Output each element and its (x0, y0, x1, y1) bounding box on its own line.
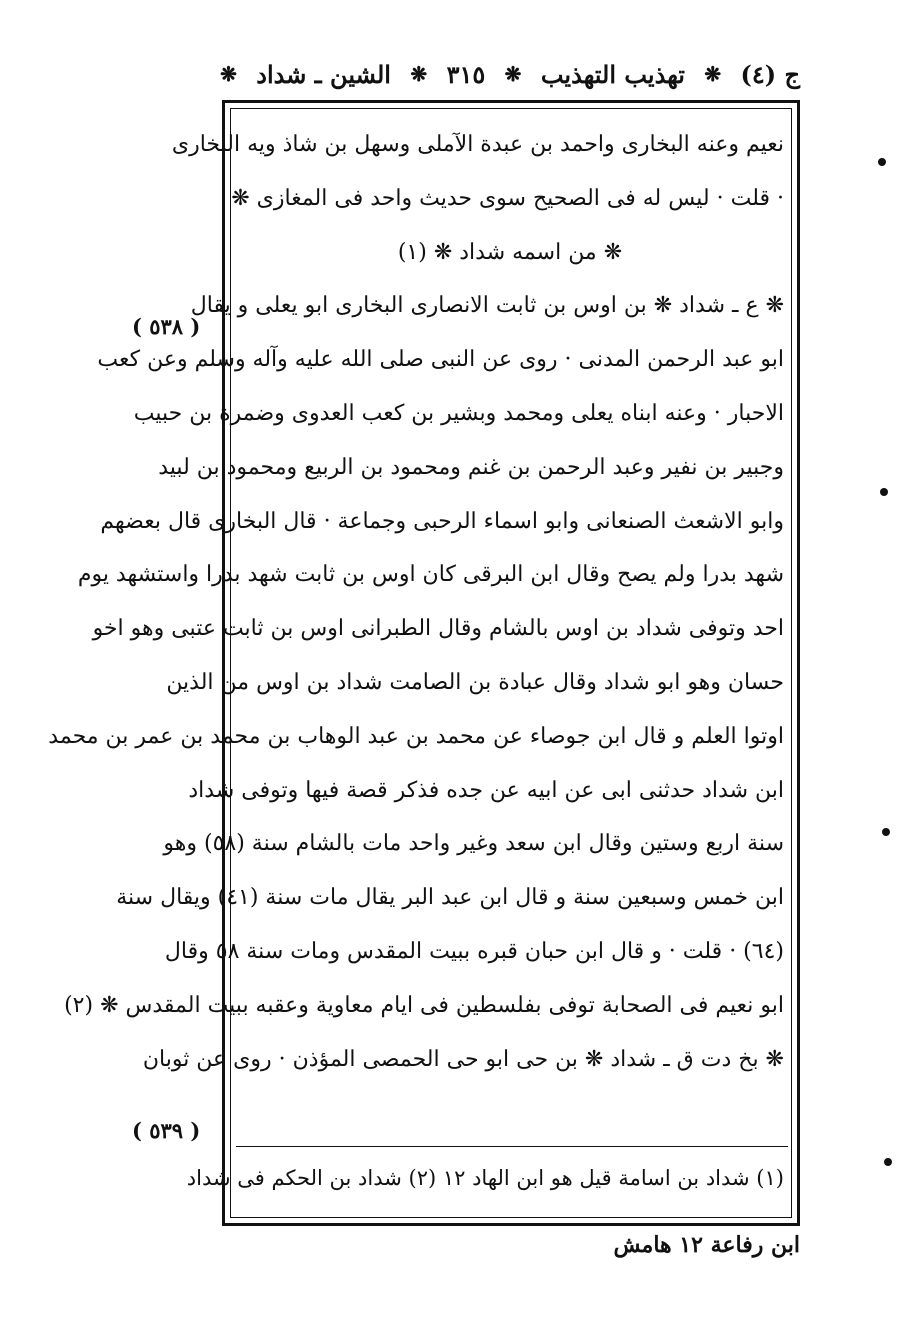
ornament-icon: ❋ (220, 62, 237, 86)
scan-mark (882, 828, 890, 836)
text-line: ابن شداد حدثنی ابی عن ابیه عن جده فذکر قصة فیها وتوفی شداد (188, 777, 784, 803)
footnote-line: (١) شداد بن اسامة قیل هو ابن الهاد ١٢ (٢) شداد بن الحکم فی شداد (186, 1166, 784, 1190)
text-line: ابو عبد الرحمن المدنی · روی عن النبی صلی الله علیه وآله وسلم وعن کعب (97, 347, 784, 373)
text-line: (٦٤) · قلت · و قال ابن حبان قبره ببیت المقدس ومات سنة ٥٨ وقال (164, 938, 784, 964)
header-volume: ج (٤) (740, 59, 800, 89)
header-section: الشين ـ شداد (256, 59, 391, 89)
text-line: احد وتوفی شداد بن اوس بالشام وقال الطبرانی اوس بن ثابت عتبی وهو اخو (92, 616, 784, 642)
footnotes (186, 1152, 784, 1204)
text-line: وجبیر بن نفیر وعبد الرحمن بن غنم ومحمود بن الربیع ومحمود بن لبید (158, 454, 784, 480)
entry-number: ( ٥٣٩ ) (132, 1118, 201, 1143)
text-line: نعيم وعنه البخاری واحمد بن عبدة الآملی وسهل بن شاذ ویه البخاری (171, 132, 784, 157)
text-line: وابو الاشعث الصنعانی وابو اسماء الرحبی وجماعة · قال البخاری قال بعضهم (100, 508, 784, 534)
text-line: شهد بدرا ولم یصح وقال ابن البرقی کان اوس بن ثابت شهد بدرا واستشهد یوم (77, 562, 784, 588)
text-line: ابو نعیم فی الصحابة توفی بفلسطین فی ایام معاویة وعقبه ببیت المقدس ❋ (٢) (64, 992, 784, 1018)
section-heading: ❋ من اسمه شداد ❋ (١) (397, 239, 623, 265)
ornament-icon: ❋ (410, 62, 428, 86)
entry-number: ( ٥٣٨ ) (132, 314, 201, 339)
header-page-number: ٣١٥ (446, 59, 486, 89)
footnote-divider (236, 1146, 788, 1147)
text-line: الاحبار · وعنه ابناه یعلی ومحمد وبشیر بن کعب العدوی وضمرة بن حبیب (133, 400, 784, 426)
ornament-icon: ❋ (504, 62, 522, 86)
text-line: حسان وهو ابو شداد وقال عبادة بن الصامت شداد بن اوس من الذین (166, 669, 784, 695)
entry-heading-line: ❋ بخ دت ق ـ شداد ❋ بن حی ابو حی الحمصی المؤذن · روی عن ثوبان (142, 1046, 784, 1072)
text-line: ابن خمس وسبعین سنة و قال ابن عبد البر یقال مات سنة (٤١) ویقال سنة (116, 885, 784, 911)
scan-mark (884, 1158, 892, 1166)
page-header (220, 52, 800, 96)
text-line: سنة اربع وستین وقال ابن سعد وغیر واحد مات بالشام سنة (٥٨) وهو (163, 831, 784, 857)
ornament-icon: ❋ (704, 62, 722, 86)
text-line: · قلت · لیس له فی الصحیح سوی حدیث واحد فی المغازی ❋ (231, 185, 784, 211)
header-book-title: تهذيب التهذيب (540, 59, 685, 89)
text-line: اوتوا العلم و قال ابن جوصاء عن محمد بن عبد الوهاب بن محمد بن عمر بن محمد (48, 723, 784, 749)
scan-mark (878, 158, 886, 166)
footnote-continuation: ابن رفاعة ١٢ هامش (613, 1232, 800, 1258)
scan-mark (880, 488, 888, 496)
entry-heading-line: ❋ ع ـ شداد ❋ بن اوس بن ثابت الانصاری البخاری ابو یعلی و یقال (190, 293, 784, 319)
